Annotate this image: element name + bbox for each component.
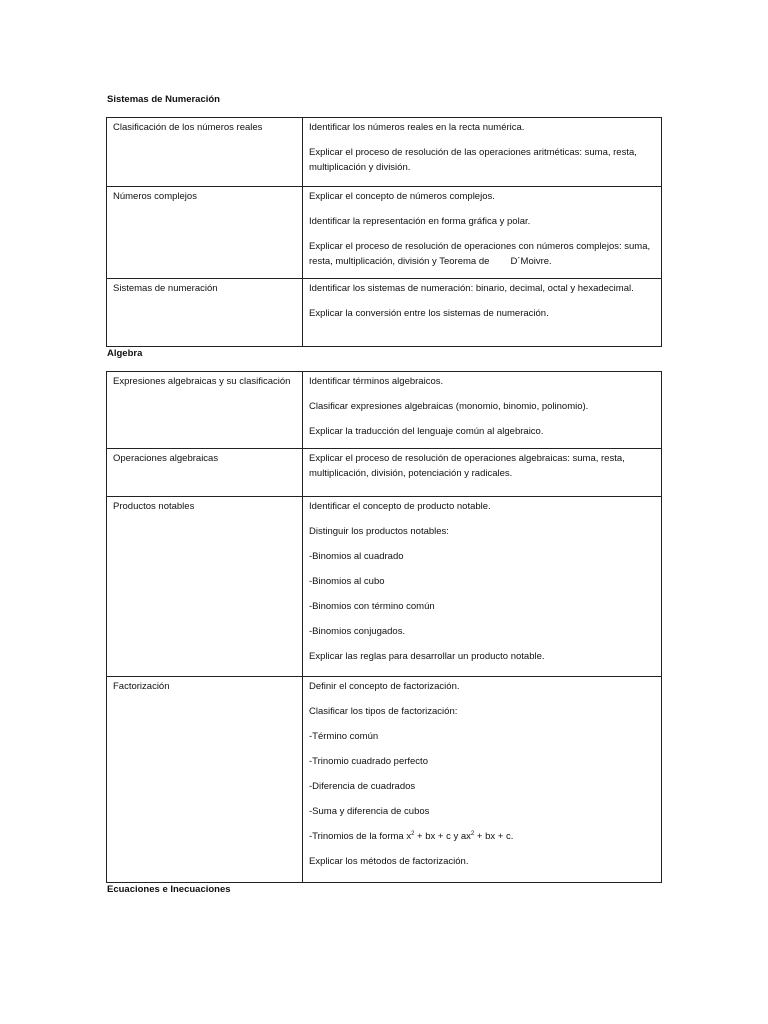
objective-item: Explicar la traducción del lenguaje común al algebraico. bbox=[309, 426, 544, 437]
table-row bbox=[107, 497, 662, 677]
objective-item: Explicar el concepto de números complejos. bbox=[309, 191, 495, 202]
objective-item: Definir el concepto de factorización. bbox=[309, 681, 460, 692]
section-table bbox=[106, 117, 662, 347]
topic-cell: Productos notables bbox=[107, 497, 303, 677]
objective-item: -Diferencia de cuadrados bbox=[309, 781, 416, 792]
objectives-cell bbox=[303, 279, 662, 347]
objectives-cell bbox=[303, 118, 662, 187]
objective-item: -Binomios al cubo bbox=[309, 576, 385, 587]
objectives-cell bbox=[303, 449, 662, 497]
objective-item: -Suma y diferencia de cubos bbox=[309, 806, 430, 817]
table-row bbox=[107, 118, 662, 187]
topic-cell: Números complejos bbox=[107, 187, 303, 279]
objective-item: Explicar el proceso de resolución de operaciones algebraicas: suma, resta, multiplicación, división, potenciación y radicales. bbox=[309, 453, 625, 479]
objective-item: Clasificar expresiones algebraicas (monomio, binomio, polinomio). bbox=[309, 401, 589, 412]
objective-item: Identificar los números reales en la recta numérica. bbox=[309, 122, 525, 133]
objective-item: Explicar las reglas para desarrollar un producto notable. bbox=[309, 651, 545, 662]
objective-item: Explicar el proceso de resolución de las operaciones aritméticas: suma, resta, multiplicación y división. bbox=[309, 147, 637, 173]
objective-item: Identificar el concepto de producto notable. bbox=[309, 501, 491, 512]
objective-item: Identificar términos algebraicos. bbox=[309, 376, 444, 387]
objectives-cell bbox=[303, 497, 662, 677]
objective-item: -Término común bbox=[309, 731, 379, 742]
objective-item: Explicar los métodos de factorización. bbox=[309, 856, 469, 867]
objective-item: -Binomios al cuadrado bbox=[309, 551, 404, 562]
objectives-cell bbox=[303, 187, 662, 279]
objective-item: Identificar la representación en forma gráfica y polar. bbox=[309, 216, 531, 227]
table-row bbox=[107, 449, 662, 497]
topic-cell: Sistemas de numeración bbox=[107, 279, 303, 347]
section-heading: Ecuaciones e Inecuaciones bbox=[107, 884, 231, 895]
objective-item: -Trinomio cuadrado perfecto bbox=[309, 756, 428, 767]
section-heading: Sistemas de Numeración bbox=[107, 94, 220, 105]
objective-item: Distinguir los productos notables: bbox=[309, 526, 449, 537]
table-row bbox=[107, 677, 662, 883]
table-row bbox=[107, 187, 662, 279]
topic-cell: Expresiones algebraicas y su clasificación bbox=[107, 372, 303, 449]
topic-cell: Factorización bbox=[107, 677, 303, 883]
section-table bbox=[106, 371, 662, 883]
section-heading: Algebra bbox=[107, 348, 143, 359]
objective-item: Identificar los sistemas de numeración: binario, decimal, octal y hexadecimal. bbox=[309, 283, 634, 294]
topic-cell: Clasificación de los números reales bbox=[107, 118, 303, 187]
objective-item: Explicar la conversión entre los sistemas de numeración. bbox=[309, 308, 549, 319]
objective-item: Explicar el proceso de resolución de operaciones con números complejos: suma, resta, multiplicación, división y Teorema de D´Moivre. bbox=[309, 241, 653, 267]
objectives-cell bbox=[303, 372, 662, 449]
objective-item: -Trinomios de la forma $x^2$ + bx + c y $ax^2$ + bx + c. bbox=[309, 831, 514, 842]
table-row bbox=[107, 372, 662, 449]
objective-item: Clasificar los tipos de factorización: bbox=[309, 706, 458, 717]
objectives-cell bbox=[303, 677, 662, 883]
topic-cell: Operaciones algebraicas bbox=[107, 449, 303, 497]
objective-item: -Binomios conjugados. bbox=[309, 626, 406, 637]
objective-item: -Binomios con término común bbox=[309, 601, 435, 612]
table-row bbox=[107, 279, 662, 347]
